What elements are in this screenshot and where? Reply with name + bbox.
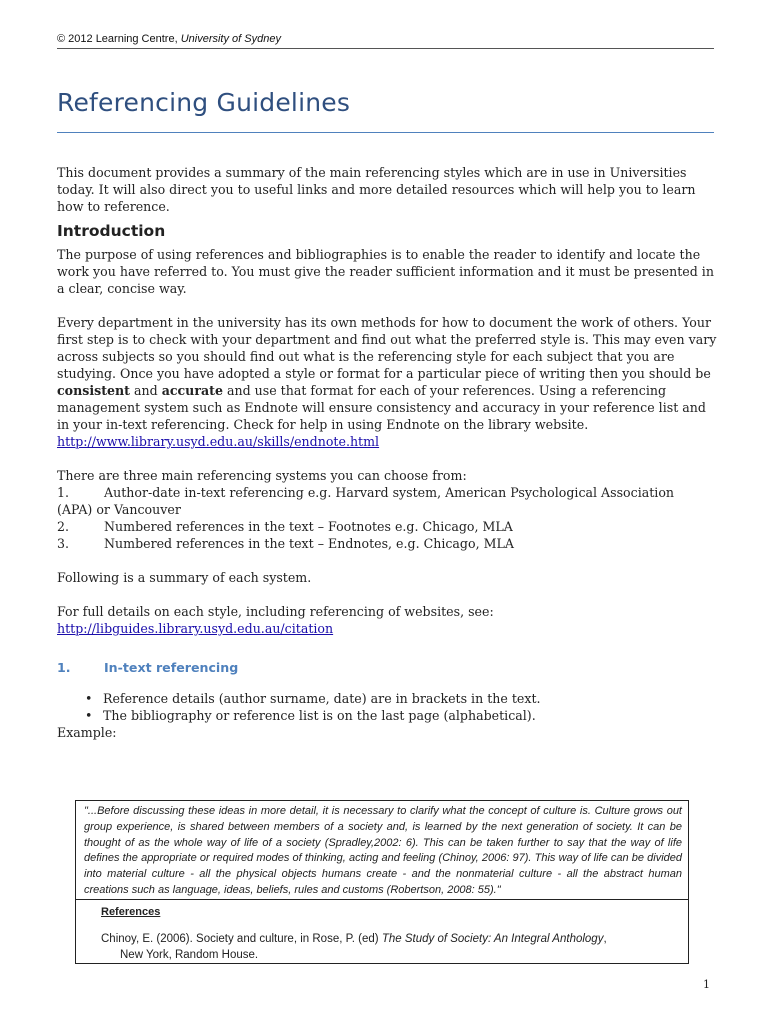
- introduction-para-1: The purpose of using references and bibliographies is to enable the reader to identify and locate the work you have referred to. You must give the reader sufficient information and it must be presented in a clear, concise way.: [57, 247, 714, 296]
- section-1-heading: 1. In-text referencing: [57, 660, 239, 675]
- introduction-para-2: Every department in the university has its own methods for how to document the work of others. Your first step is to check with your department and find out what the preferred style is. This may even vary across subjects so you should find out what is the referencing style for each subject that you are studying. Once you have adopted a style or format for a particular piece of writing then you should be consistent and accurate and use that format for each of your references. Using a referencing management system such as Endnote will ensure consistency and accuracy in your reference list and in your in-text referencing. Check for help in using Endnote on the library website. http://www.library.usyd.edu.au/skills/endnote.html: [57, 315, 717, 449]
- system-item-1: 1. Author-date in-text referencing e.g. Harvard system, American Psychological Association: [57, 485, 675, 500]
- bullet-item: • Reference details (author surname, date) are in brackets in the text.: [85, 690, 717, 707]
- following-text: Following is a summary of each system.: [57, 570, 312, 585]
- bullet-item: • The bibliography or reference list is on the last page (alphabetical).: [85, 707, 717, 724]
- page-title: Referencing Guidelines: [57, 88, 351, 117]
- document-body: [57, 164, 717, 741]
- endnote-link[interactable]: http://www.library.usyd.edu.au/skills/endnote.html: [57, 434, 380, 449]
- introduction-heading: Introduction: [57, 222, 166, 240]
- header-copyright: © 2012 Learning Centre,: [57, 33, 178, 45]
- consistent-emphasis: consistent: [57, 383, 130, 398]
- reference-entry: Chinoy, E. (2006). Society and culture, in Rose, P. (ed) The Study of Society: An Integral Anthology, New York, Random House.: [101, 933, 607, 961]
- references-title: References: [101, 906, 161, 918]
- header-divider: [57, 48, 714, 49]
- page-number: 1: [703, 978, 710, 991]
- reference-book-title: The Study of Society: An Integral Anthology: [381, 933, 604, 945]
- accurate-emphasis: accurate: [161, 383, 223, 398]
- title-divider: [57, 132, 714, 133]
- full-details-text: For full details on each style, including referencing of websites, see:: [57, 604, 494, 619]
- system-item-3: 3. Numbered references in the text – Endnotes, e.g. Chicago, MLA: [57, 536, 514, 551]
- citation-link[interactable]: http://libguides.library.usyd.edu.au/citation: [57, 621, 334, 636]
- example-quote: "...Before discussing these ideas in more detail, it is necessary to clarify what the concept of culture is. Culture grows out group experience, is shared between members of a society and, is learned by the next generation of society. It can be thought of as the whole way of life of a society (Spradley,2002: 6). This can be taken further to say that the way of life defines the appropriate or required modes of thinking, acting and feeling (Chinoy, 2006: 97). This way of life can be divided into material culture - all the physical objects humans create - and the nonmaterial culture - all the abstract human creations such as language, ideas, beliefs, rules and customs (Robertson, 2008: 55).": [84, 805, 682, 896]
- example-box: [75, 800, 689, 964]
- system-item-2: 2. Numbered references in the text – Footnotes e.g. Chicago, MLA: [57, 519, 513, 534]
- intro-paragraph: This document provides a summary of the main referencing styles which are in use in Universities today. It will also direct you to useful links and more detailed resources which will help you to learn how to reference.: [57, 165, 696, 214]
- page-header: [57, 33, 714, 45]
- section-1-bullets: [57, 690, 717, 724]
- example-references: [76, 900, 688, 963]
- systems-intro: There are three main referencing systems you can choose from:: [57, 468, 467, 483]
- system-item-1-continued: (APA) or Vancouver: [57, 502, 181, 517]
- example-label: Example:: [57, 725, 117, 740]
- header-university: University of Sydney: [180, 33, 281, 45]
